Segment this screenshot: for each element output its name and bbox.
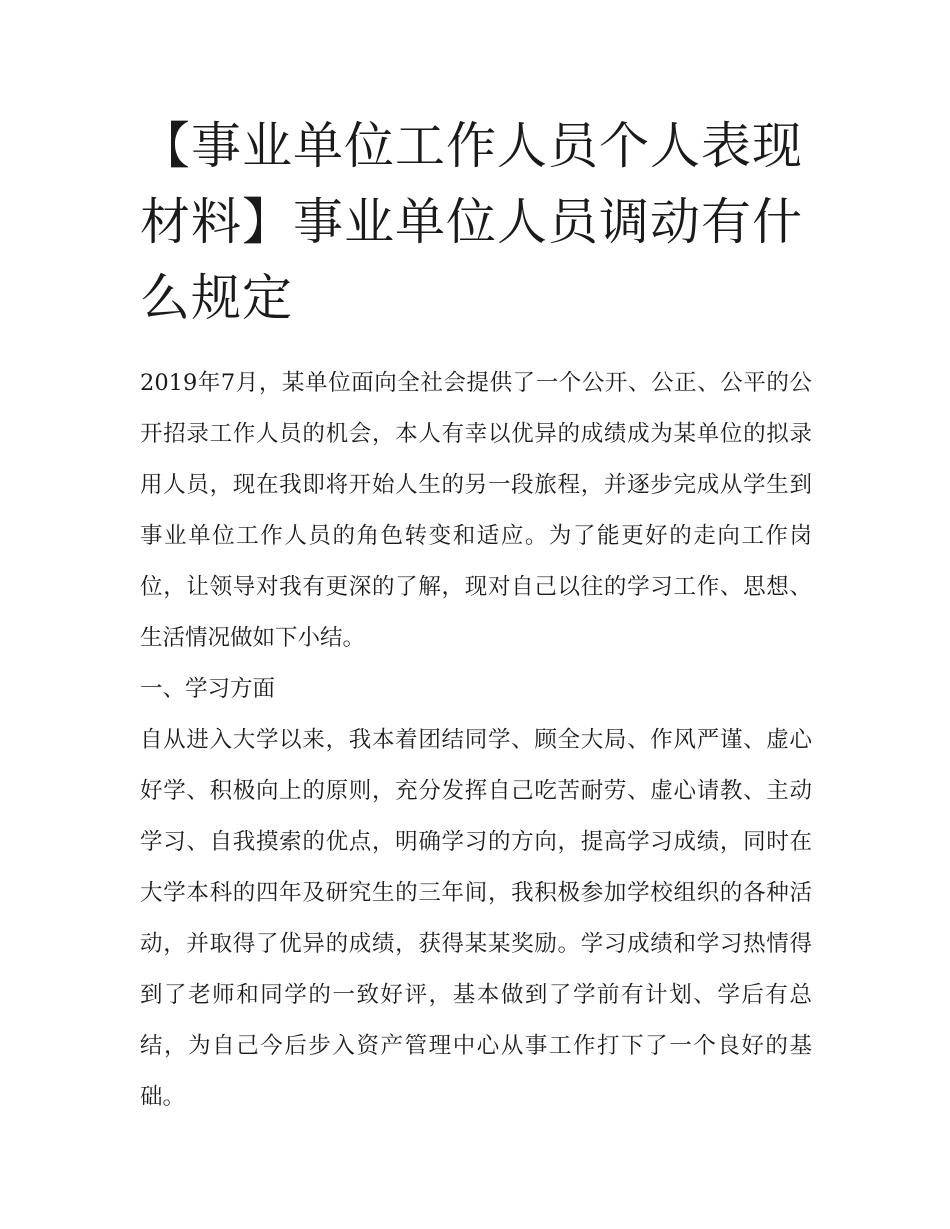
document-body xyxy=(140,358,812,1123)
section-heading-study: 一、学习方面 xyxy=(140,676,276,702)
document-title: 【事业单位工作人员个人表现材料】事业单位人员调动有什么规定 xyxy=(140,117,803,327)
paragraph-intro: 2019年7月，某单位面向全社会提供了一个公开、公正、公平的公开招录工作人员的机会，本人有幸以优异的成绩成为某单位的拟录用人员，现在我即将开始人生的另一段旅程，并逐步完成从学生到事业单位工作人员的角色转变和适应。为了能更好的走向工作岗位，让领导对我有更深的了解，现对自己以往的学习工作、思想、生活情况做如下小结。 xyxy=(140,370,812,651)
paragraph-study: 自从进入大学以来，我本着团结同学、顾全大局、作风严谨、虚心好学、积极向上的原则，充分发挥自己吃苦耐劳、虚心请教、主动学习、自我摸索的优点，明确学习的方向，提高学习成绩，同时在大学本科的四年及研究生的三年间，我积极参加学校组织的各种活动，并取得了优异的成绩，获得某某奖励。学习成绩和学习热情得到了老师和同学的一致好评，基本做到了学前有计划、学后有总结，为自己今后步入资产管理中心从事工作打下了一个良好的基础。 xyxy=(140,727,812,1110)
document-page xyxy=(140,108,812,1123)
